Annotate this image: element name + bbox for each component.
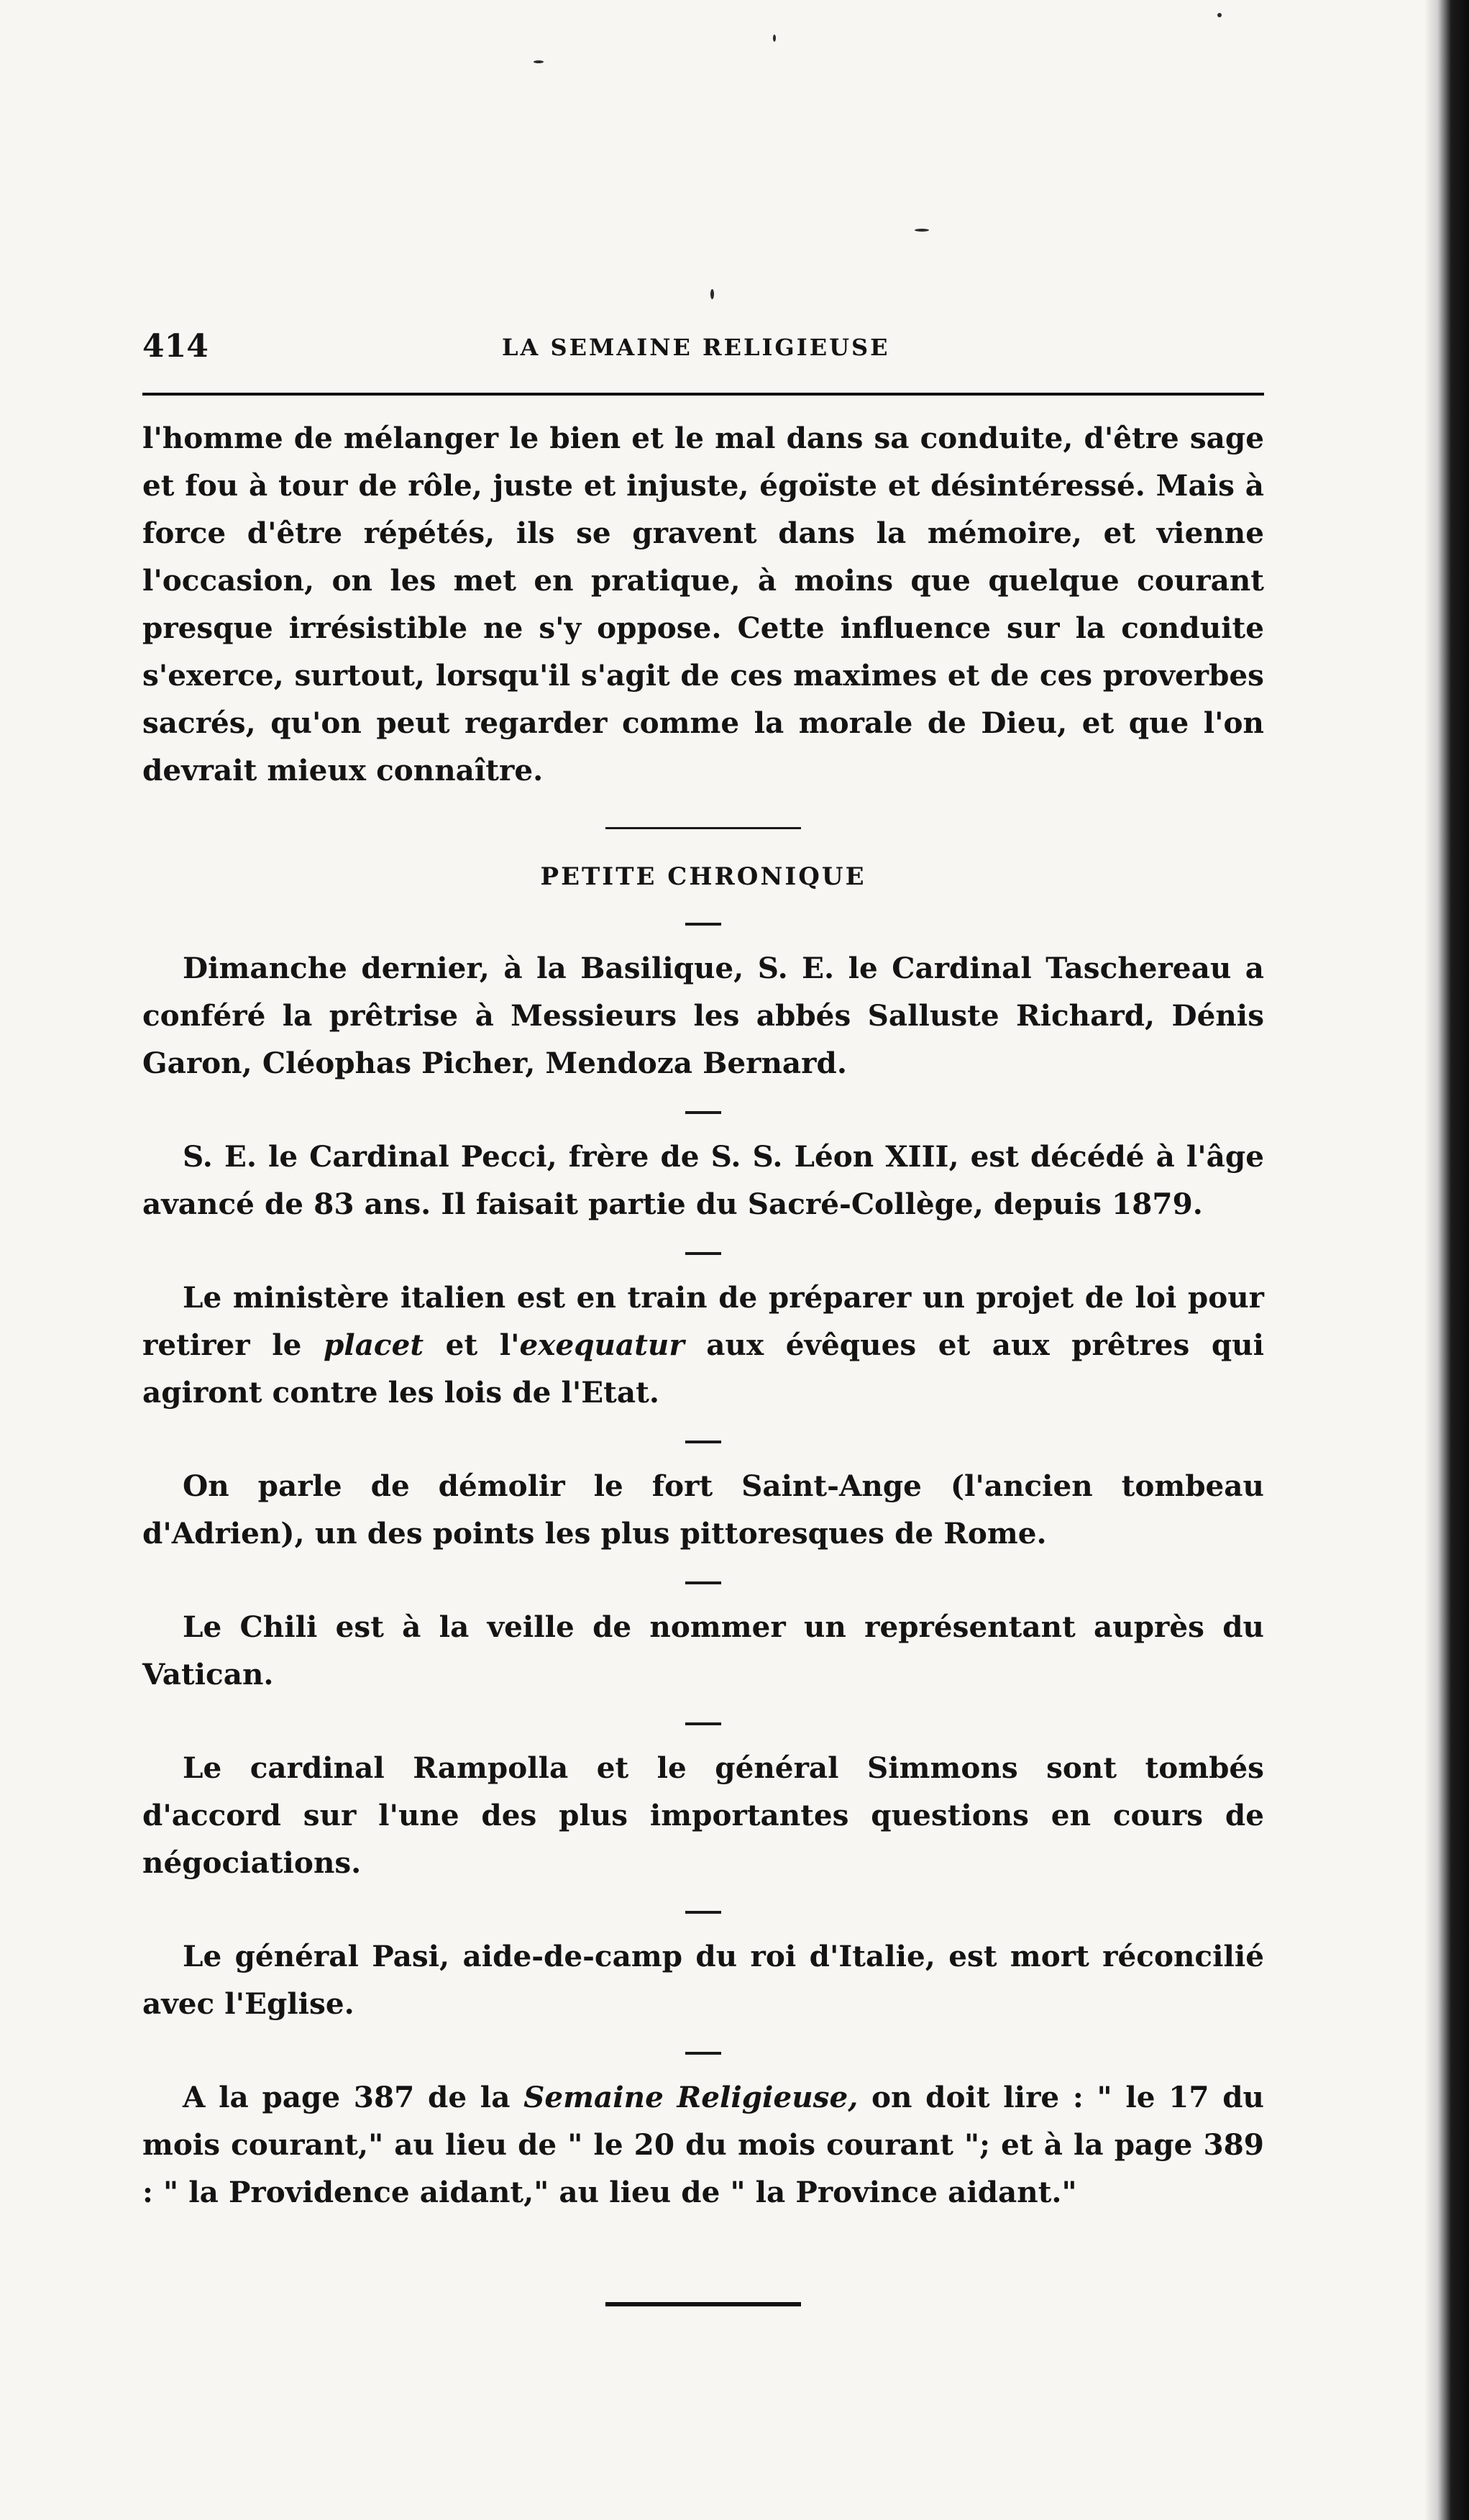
header-rule <box>142 393 1264 396</box>
document-page <box>142 324 1264 2209</box>
item-separator <box>685 1252 721 1255</box>
item-text: aux évêques et aux prêtres qui agiront contre les lois de l'Etat. <box>142 1328 1264 1410</box>
item-separator <box>685 923 721 926</box>
item-separator <box>685 1441 721 1443</box>
section-separator <box>605 827 801 829</box>
scan-speck <box>915 229 929 232</box>
end-rule <box>605 2302 801 2306</box>
italic-term: Semaine Religieuse, <box>523 2080 859 2114</box>
chronicle-item-4: On parle de démolir le fort Saint-Ange (l'ancien tombeau d'Adrien), un des points les plus pittoresques de Rome. <box>142 1469 1264 1551</box>
page-number: 414 <box>142 328 209 365</box>
chronicle-item-6: Le cardinal Rampolla et le général Simmons sont tombés d'accord sur l'une des plus importantes questions en cours de négociations. <box>142 1750 1264 1880</box>
item-separator <box>685 1111 721 1114</box>
item-separator <box>685 1581 721 1584</box>
item-text: Le ministère italien est en train de préparer un projet de loi pour retirer le <box>142 1280 1264 1362</box>
item-separator <box>685 2052 721 2055</box>
chronicle-item-7: Le général Pasi, aide-de-camp du roi d'Italie, est mort réconcilié avec l'Eglise. <box>142 1939 1264 2021</box>
scan-speck <box>773 35 776 42</box>
chronicle-item-8 <box>142 2073 1264 2216</box>
italic-term: placet <box>323 1328 424 1362</box>
item-text: on doit lire : " le 17 du mois courant," au lieu de " le 20 du mois courant "; et à la page 389 : " la Providence aidant," au lieu de " la Province aidant." <box>142 2080 1264 2209</box>
page-header <box>142 324 1264 381</box>
body-text <box>142 414 1264 2306</box>
item-separator <box>685 1722 721 1725</box>
intro-paragraph: l'homme de mélanger le bien et le mal dans sa conduite, d'être sage et fou à tour de rôle, juste et injuste, égoïste et désintéressé. Mais à force d'être répétés, ils se gravent dans la mémoire, et vienne l'occasion, on les met en pratique, à moins que quelque courant presque irrésistible ne s'y oppose. Cette influence sur la conduite s'exerce, surtout, lorsqu'il s'agit de ces maximes et de ces proverbes sacrés, qu'on peut regarder comme la morale de Dieu, et que l'on devrait mieux connaître. <box>142 421 1264 788</box>
scan-speck <box>710 289 714 299</box>
item-text: et l' <box>424 1328 520 1362</box>
chronicle-item-5: Le Chili est à la veille de nommer un représentant auprès du Vatican. <box>142 1610 1264 1692</box>
italic-term: exequatur <box>519 1328 685 1362</box>
scan-edge-shadow <box>1424 0 1469 2520</box>
section-title: PETITE CHRONIQUE <box>540 862 866 891</box>
chronicle-item-3 <box>142 1274 1264 1416</box>
chronicle-item-1: Dimanche dernier, à la Basilique, S. E. le Cardinal Taschereau a conféré la prêtrise à Messieurs les abbés Salluste Richard, Dénis Garon, Cléophas Picher, Mendoza Bernard. <box>142 951 1264 1080</box>
scan-speck <box>1217 13 1222 17</box>
item-separator <box>685 1911 721 1914</box>
scan-speck <box>534 60 544 63</box>
running-title: LA SEMAINE RELIGIEUSE <box>502 334 890 361</box>
item-text: A la page 387 de la <box>183 2080 524 2114</box>
chronicle-item-2: S. E. le Cardinal Pecci, frère de S. S. Léon XIII, est décédé à l'âge avancé de 83 ans. Il faisait partie du Sacré-Collège, depuis 1879. <box>142 1139 1264 1221</box>
